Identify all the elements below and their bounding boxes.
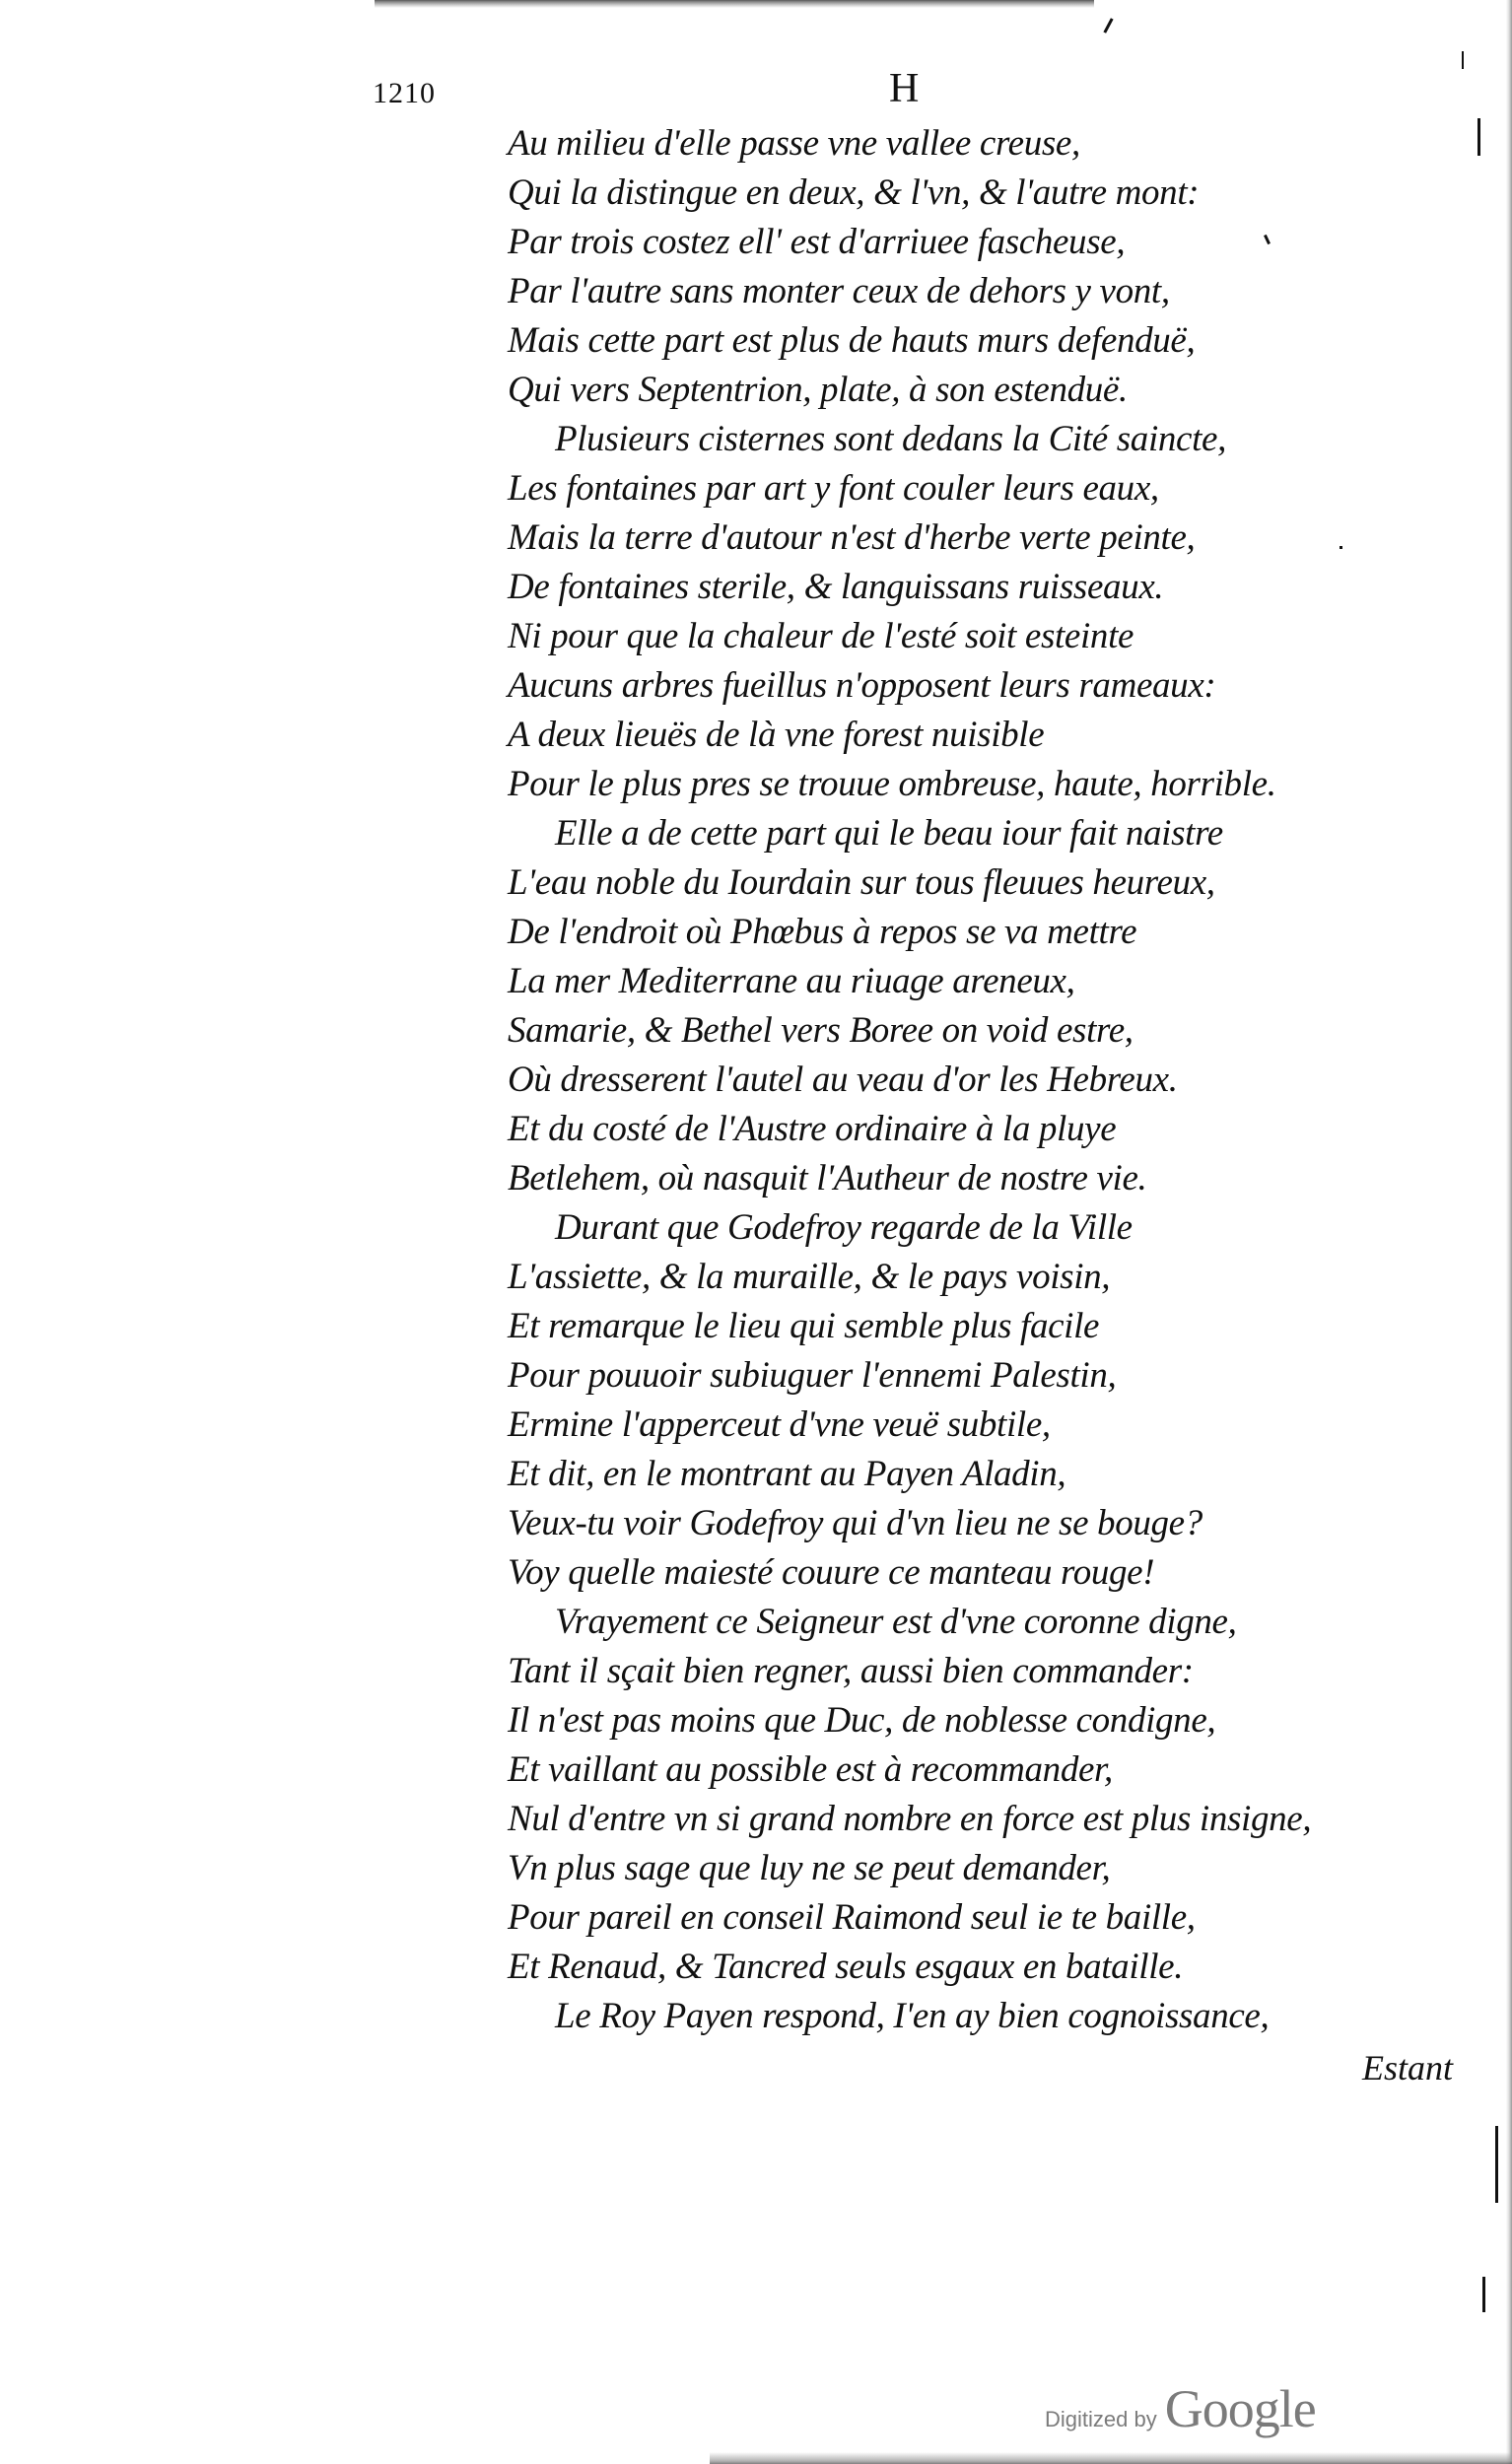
ink-speck-mark [1478,118,1480,156]
poem-text [508,119,1395,2051]
google-logo-text: Google [1164,2379,1316,2438]
poem-line: Samarie, & Bethel vers Boree on void estre, [508,1010,1134,1051]
poem-line: Voy quelle maiesté couure ce manteau rouge! [508,1552,1155,1593]
poem-line: L'assiette, & la muraille, & le pays voisin, [508,1257,1111,1297]
poem-line: A deux lieuës de là vne forest nuisible [508,715,1045,755]
poem-line: Et Renaud, & Tancred seuls esgaux en bataille. [508,1947,1184,1987]
ink-speck-mark [1462,51,1464,69]
poem-line: De l'endroit où Phœbus à repos se va mettre [508,912,1137,952]
ink-speck-mark [1482,2277,1485,2312]
ink-speck-mark [1103,18,1113,34]
poem-line: Mais cette part est plus de hauts murs defenduë, [508,320,1196,361]
poem-line: La mer Mediterrane au riuage areneux, [508,961,1075,1001]
poem-line: Pour le plus pres se trouue ombreuse, haute, horrible. [508,764,1276,804]
poem-line: Au milieu d'elle passe vne vallee creuse, [508,123,1080,164]
poem-line: Par l'autre sans monter ceux de dehors y vont, [508,271,1170,311]
poem-line: Elle a de cette part qui le beau iour fait naistre [555,813,1223,854]
catchword: Estant [1362,2048,1454,2088]
poem-line: Et du costé de l'Austre ordinaire à la pluye [508,1109,1117,1149]
digitization-watermark [1045,2378,1316,2439]
poem-line: Le Roy Payen respond, I'en ay bien cognoissance, [555,1996,1270,2036]
poem-line: Les fontaines par art y font couler leurs eaux, [508,468,1159,509]
poem-line: Et vaillant au possible est à recommander, [508,1749,1113,1790]
poem-line: Mais la terre d'autour n'est d'herbe verte peinte, [508,517,1196,558]
scan-right-edge [1506,0,1512,2464]
poem-line: Vn plus sage que luy ne se peut demander, [508,1848,1111,1888]
poem-line: Betlehem, où nasquit l'Autheur de nostre vie. [508,1158,1147,1198]
running-head: H [889,66,920,111]
poem-line: Aucuns arbres fueillus n'opposent leurs rameaux: [508,665,1216,706]
ink-speck-mark [1495,2126,1498,2203]
poem-line: Veux-tu voir Godefroy qui d'vn lieu ne se bouge? [508,1503,1203,1543]
poem-line: Qui la distingue en deux, & l'vn, & l'autre mont: [508,172,1200,213]
poem-line: Et dit, en le montrant au Payen Aladin, [508,1454,1066,1494]
poem-line: Et remarque le lieu qui semble plus facile [508,1306,1100,1346]
scan-top-edge [375,0,1094,8]
poem-line: Tant il sçait bien regner, aussi bien commander: [508,1651,1194,1691]
poem-line: Où dresserent l'autel au veau d'or les Hebreux. [508,1060,1178,1100]
poem-line: De fontaines sterile, & languissans ruisseaux. [508,567,1164,607]
scan-bottom-edge [710,2452,1512,2464]
poem-line: Nul d'entre vn si grand nombre en force est plus insigne, [508,1799,1312,1839]
watermark-prefix: Digitized by [1045,2407,1157,2431]
poem-line: Durant que Godefroy regarde de la Ville [555,1207,1133,1248]
poem-line: Ni pour que la chaleur de l'esté soit esteinte [508,616,1134,656]
poem-line: Ermine l'apperceut d'vne veuë subtile, [508,1404,1051,1445]
poem-line: Plusieurs cisternes sont dedans la Cité saincte, [555,419,1226,459]
poem-line: Il n'est pas moins que Duc, de noblesse condigne, [508,1700,1216,1741]
poem-line: L'eau noble du Iourdain sur tous fleuues heureux, [508,862,1215,903]
poem-line: Qui vers Septentrion, plate, à son estenduë. [508,370,1128,410]
page-number: 1210 [373,77,436,109]
poem-line: Vrayement ce Seigneur est d'vne coronne digne, [555,1602,1237,1642]
poem-line: Pour pouuoir subiuguer l'ennemi Palestin, [508,1355,1117,1396]
poem-line: Pour pareil en conseil Raimond seul ie te baille, [508,1897,1196,1938]
poem-line: Par trois costez ell' est d'arriuee fascheuse, [508,222,1126,262]
